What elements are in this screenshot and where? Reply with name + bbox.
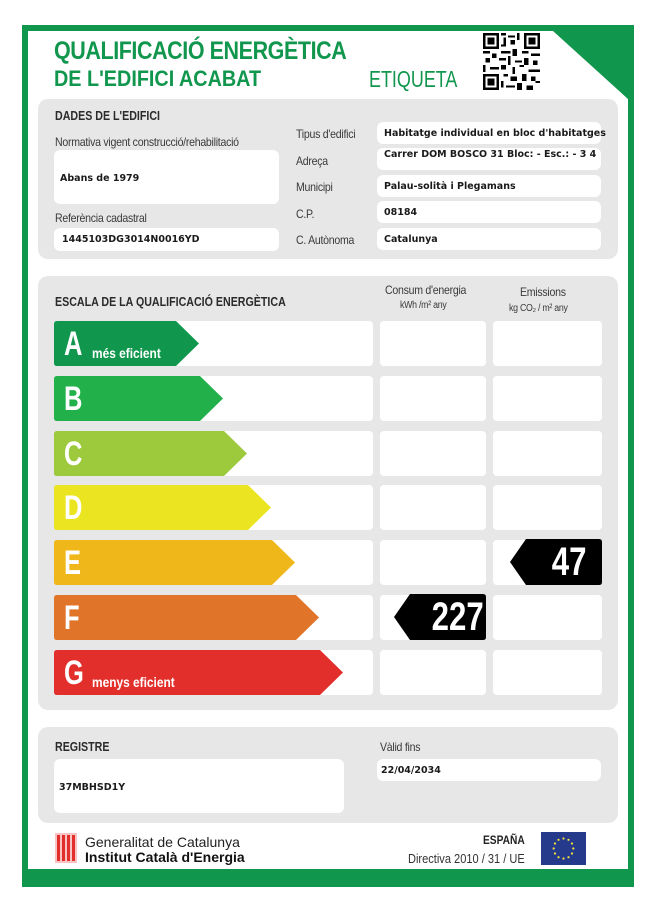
emissions-column-header: Emissions (520, 285, 566, 299)
class-bar-b (54, 376, 223, 421)
org-name-line2: Institut Català d'Energia (85, 849, 245, 865)
eu-flag-icon (541, 832, 586, 865)
class-sublabel-a: més eficient (92, 345, 161, 361)
generalitat-logo-icon (55, 833, 77, 863)
class-bar-a (54, 321, 199, 366)
energy-cell-c (380, 431, 486, 476)
emissions-rating-marker (510, 539, 602, 585)
class-letter-a: A (64, 325, 83, 363)
class-letter-e: E (64, 544, 82, 582)
class-bar-c (54, 431, 247, 476)
label-type: ETIQUETA (369, 66, 458, 92)
class-bar-f (54, 595, 319, 640)
valid-until-label: Vàlid fins (380, 740, 421, 754)
emissions-cell-f (493, 595, 602, 640)
energy-column-header: Consum d'energia (385, 283, 467, 297)
scale-section-title: ESCALA DE LA QUALIFICACIÓ ENERGÈTICA (55, 294, 286, 309)
energy-cell-g (380, 650, 486, 695)
address-value: Carrer DOM BOSCO 31 Bloc: - Esc.: - 3 4 (384, 149, 597, 160)
class-bar-e (54, 540, 295, 585)
region-label: C. Autònoma (296, 233, 355, 247)
region-value: Catalunya (384, 234, 438, 245)
class-letter-g: G (64, 654, 84, 692)
class-letter-f: F (64, 599, 80, 637)
cadastral-value: 1445103DG3014N0016YD (62, 234, 200, 245)
postal-code-value: 08184 (384, 207, 418, 218)
registry-value: 37MBHSD1Y (59, 782, 126, 793)
municipality-label: Municipi (296, 180, 333, 194)
building-type-value: Habitatge individual en bloc d'habitatges (384, 128, 606, 139)
class-bar-g (54, 650, 343, 695)
energy-cell-e (380, 540, 486, 585)
emissions-cell-a (493, 321, 602, 366)
address-label: Adreça (296, 154, 328, 168)
energy-rating-marker (394, 594, 486, 640)
directive-label: Directiva 2010 / 31 / UE (408, 851, 525, 866)
energy-column-unit: kWh /m² any (400, 300, 447, 311)
energy-cell-b (380, 376, 486, 421)
building-type-label: Tipus d'edifici (296, 127, 356, 141)
qr-code-icon[interactable] (483, 32, 540, 91)
energy-cell-d (380, 485, 486, 530)
energy-cell-a (380, 321, 486, 366)
emissions-cell-d (493, 485, 602, 530)
emissions-rating-value: 47 (551, 540, 586, 584)
municipality-value: Palau-solità i Plegamans (384, 181, 516, 192)
corner-triangle-decoration (553, 25, 634, 105)
regulation-label: Normativa vigent construcció/rehabilitació (55, 135, 239, 149)
energy-rating-value: 227 (431, 595, 484, 639)
org-name-line1: Generalitat de Catalunya (85, 834, 240, 850)
title-line2: DE L'EDIFICI ACABAT (54, 66, 262, 91)
emissions-cell-c (493, 431, 602, 476)
class-letter-d: D (64, 489, 83, 527)
registry-section-title: REGISTRE (55, 739, 110, 754)
valid-until-value: 22/04/2034 (381, 765, 441, 776)
country-label: ESPAÑA (483, 833, 525, 847)
class-sublabel-g: menys eficient (92, 674, 175, 690)
emissions-cell-b (493, 376, 602, 421)
class-letter-c: C (64, 435, 83, 473)
emissions-column-unit: kg CO₂ / m² any (509, 303, 568, 314)
title-line1: QUALIFICACIÓ ENERGÈTICA (54, 37, 347, 65)
building-section-title: DADES DE L'EDIFICI (55, 108, 160, 123)
emissions-cell-g (493, 650, 602, 695)
postal-code-label: C.P. (296, 207, 315, 221)
regulation-value: Abans de 1979 (60, 173, 140, 184)
cadastral-label: Referència cadastral (55, 211, 147, 225)
class-letter-b: B (64, 380, 83, 418)
class-bar-d (54, 485, 271, 530)
